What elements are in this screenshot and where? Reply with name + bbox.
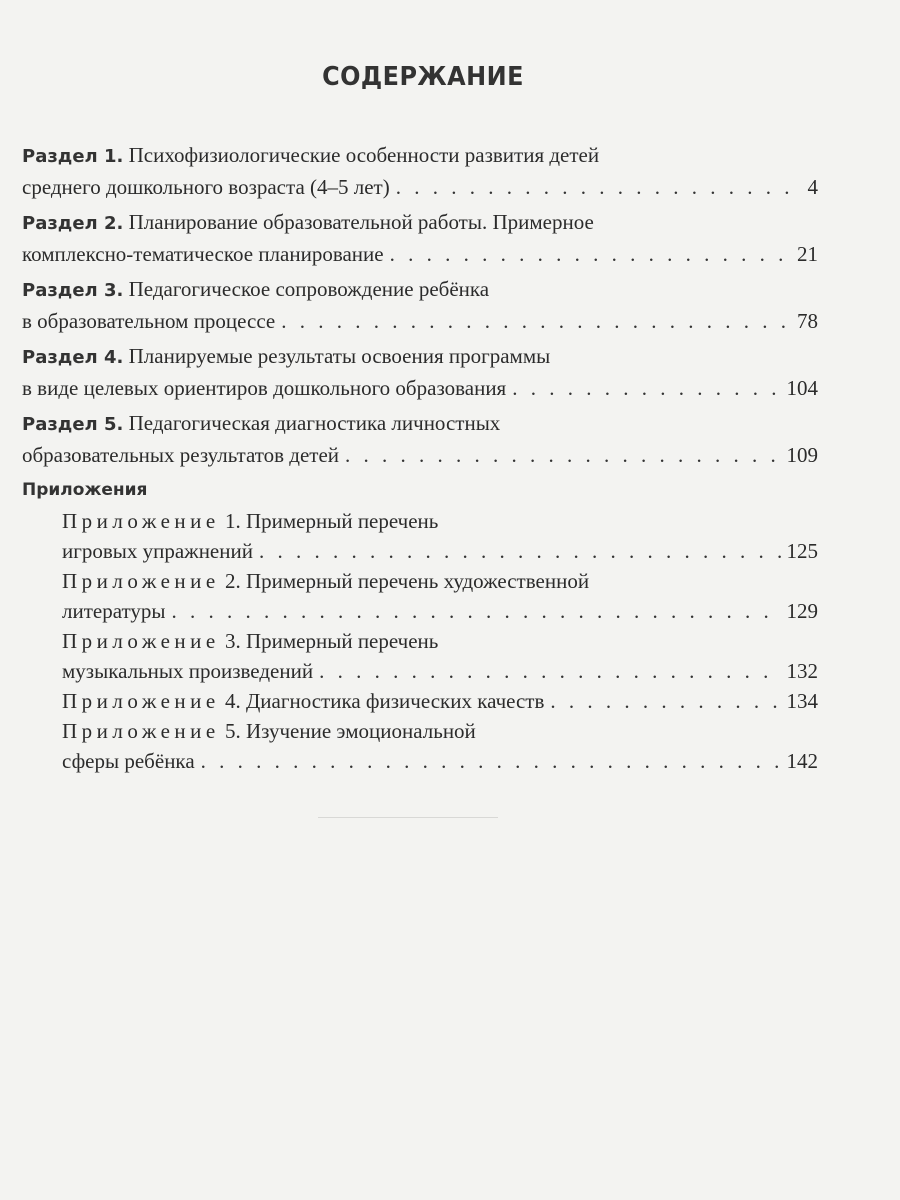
appendix-title: 2. Примерный перечень художественной (224, 569, 590, 593)
dot-leader (550, 686, 780, 716)
toc-entry-first-line (62, 506, 818, 536)
appendices-heading: Приложения (22, 480, 148, 500)
toc-entry-last-line (22, 440, 818, 470)
dot-leader (345, 440, 780, 470)
toc-entry-first-line (22, 274, 818, 306)
faint-divider (318, 817, 498, 818)
dot-leader (172, 596, 781, 626)
appendix-title: 3. Примерный перечень (224, 629, 439, 653)
page-number: 109 (786, 443, 818, 467)
toc-entry-last-line (22, 373, 818, 403)
section-label: Раздел 2. (22, 213, 124, 234)
section-label: Раздел 5. (22, 414, 124, 435)
appendix-label: Приложение (62, 629, 220, 653)
appendix-label: Приложение (62, 569, 220, 593)
toc-entry-last-line (22, 306, 818, 336)
page-title: СОДЕРЖАНИЕ (322, 62, 524, 92)
toc-entry-last-line (62, 746, 818, 776)
appendix-label: Приложение (62, 689, 220, 713)
appendix-title: 4. Диагностика физических качеств (224, 689, 545, 713)
toc-entry-last-line (62, 686, 818, 716)
dot-leader (396, 172, 802, 202)
dot-leader (512, 373, 780, 403)
toc-entry-appendix-2[interactable] (22, 566, 818, 626)
toc-entry-first-line (22, 341, 818, 373)
page-number: 4 (807, 175, 818, 199)
appendix-label: Приложение (62, 509, 220, 533)
section-title-continued: комплексно-тематическое планирование (22, 242, 384, 266)
toc-entry-first-line (62, 626, 818, 656)
section-title: Психофизиологические особенности развития детей (128, 143, 600, 167)
toc-entry-first-line (62, 566, 818, 596)
page-number: 132 (786, 659, 818, 683)
toc-entry-section-3[interactable] (22, 274, 818, 336)
appendix-title: 5. Изучение эмоциональной (224, 719, 476, 743)
dot-leader (281, 306, 791, 336)
section-title: Педагогическое сопровождение ребёнка (128, 277, 490, 301)
page-number: 78 (797, 309, 818, 333)
toc-entry-appendix-4[interactable] (22, 686, 818, 716)
toc-entry-appendix-1[interactable] (22, 506, 818, 566)
appendix-title-continued: игровых упражнений (62, 539, 253, 563)
toc-entry-appendix-5[interactable] (22, 716, 818, 776)
toc-entry-last-line (62, 536, 818, 566)
dot-leader (201, 746, 781, 776)
page-number: 125 (786, 539, 818, 563)
section-title-continued: в образовательном процессе (22, 309, 276, 333)
appendix-label: Приложение (62, 719, 220, 743)
toc-entry-first-line (62, 716, 818, 746)
page-number: 21 (797, 242, 818, 266)
toc-entry-appendix-3[interactable] (22, 626, 818, 686)
dot-leader (319, 656, 780, 686)
appendix-title-continued: литературы (62, 599, 166, 623)
toc-entry-last-line (62, 596, 818, 626)
appendix-title-line (62, 686, 544, 716)
page-number: 104 (786, 376, 818, 400)
appendix-title-continued: музыкальных произведений (62, 659, 314, 683)
appendix-title: 1. Примерный перечень (224, 509, 439, 533)
dot-leader (390, 239, 791, 269)
toc-entry-last-line (62, 656, 818, 686)
section-title-continued: среднего дошкольного возраста (4–5 лет) (22, 175, 390, 199)
toc-entry-first-line (22, 408, 818, 440)
section-label: Раздел 4. (22, 347, 124, 368)
toc-entry-last-line (22, 239, 818, 269)
section-title: Планируемые результаты освоения программы (128, 344, 551, 368)
section-label: Раздел 3. (22, 280, 124, 301)
section-label: Раздел 1. (22, 146, 124, 167)
page-number: 129 (786, 599, 818, 623)
toc-entry-section-2[interactable] (22, 207, 818, 269)
toc-entry-last-line (22, 172, 818, 202)
table-of-contents (22, 140, 818, 776)
toc-entry-section-4[interactable] (22, 341, 818, 403)
section-title: Планирование образовательной работы. Примерное (128, 210, 594, 234)
toc-entry-first-line (22, 207, 818, 239)
toc-entry-section-5[interactable] (22, 408, 818, 470)
section-title: Педагогическая диагностика личностных (128, 411, 501, 435)
toc-entry-first-line (22, 140, 818, 172)
page-number: 134 (786, 689, 818, 713)
appendix-title-continued: сферы ребёнка (62, 749, 195, 773)
page-number: 142 (786, 749, 818, 773)
section-title-continued: образовательных результатов детей (22, 443, 340, 467)
dot-leader (259, 536, 781, 566)
section-title-continued: в виде целевых ориентиров дошкольного образования (22, 376, 507, 400)
toc-entry-section-1[interactable] (22, 140, 818, 202)
